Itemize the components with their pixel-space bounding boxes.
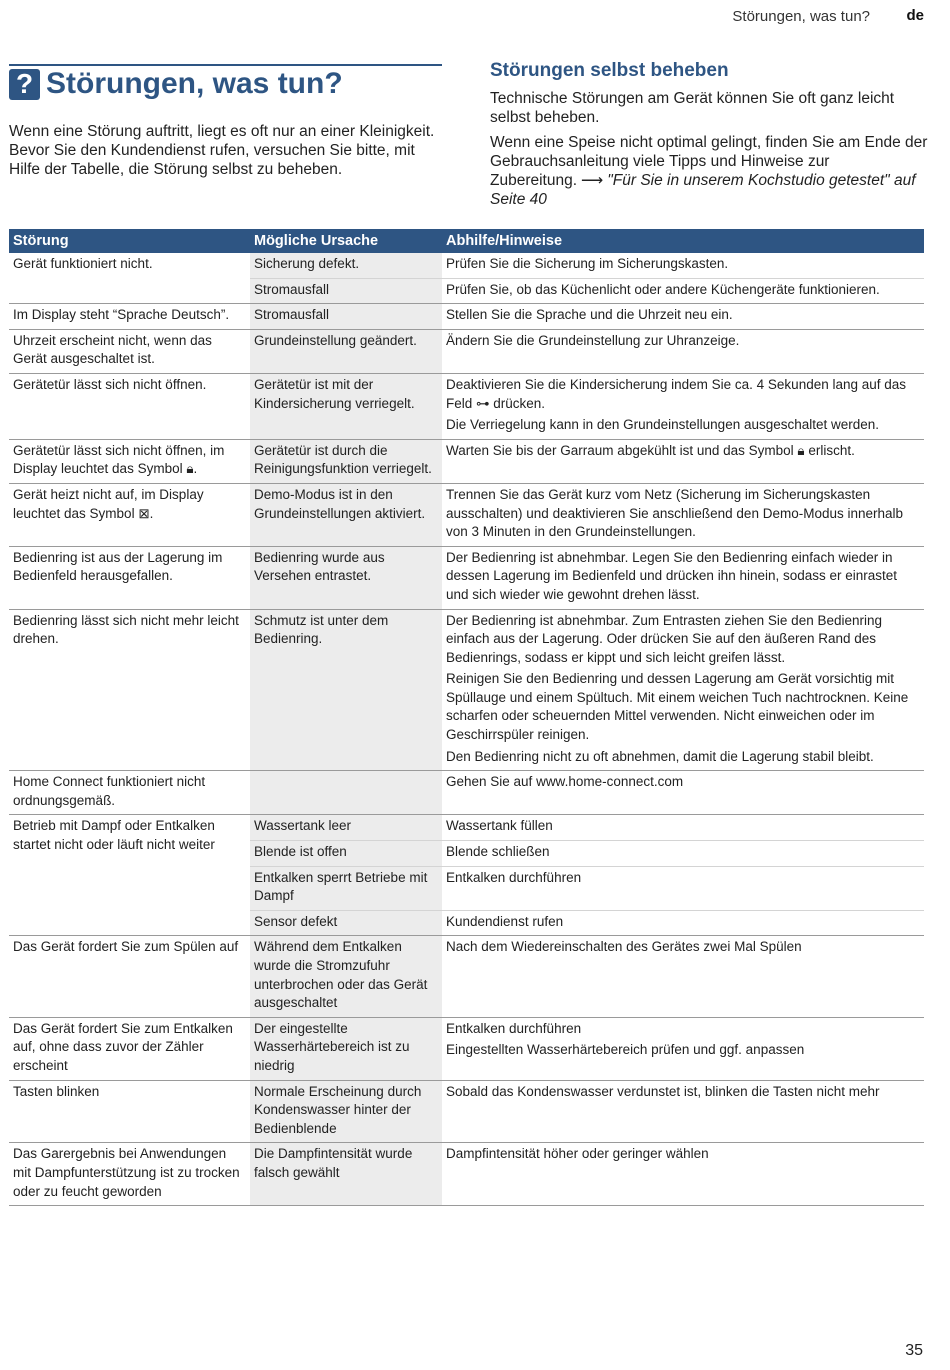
cause-cell: Wassertank leer bbox=[250, 815, 442, 841]
table-row bbox=[9, 1017, 924, 1080]
table-row bbox=[9, 304, 924, 330]
remedy-line: Prüfen Sie die Sicherung im Sicherungskasten. bbox=[446, 256, 729, 271]
fault-cell: Home Connect funktioniert nicht ordnungsgemäß. bbox=[9, 771, 250, 815]
table-row bbox=[9, 1080, 924, 1143]
fault-cell: Uhrzeit erscheint nicht, wenn das Gerät ausgeschaltet ist. bbox=[9, 329, 250, 373]
remedy-line: Reinigen Sie den Bedienring und dessen Lagerung am Gerät vorsichtig mit Spüllauge und einem Spültuch. Mit einem weichen Tuch nachtrocknen. Keine scharfen oder scheuernden Mittel verwenden. Nicht einweichen oder im Geschirrspüler reinigen. bbox=[446, 671, 909, 743]
remedy-line: Nach dem Wiedereinschalten des Gerätes zwei Mal Spülen bbox=[446, 939, 802, 955]
remedy-line: Deaktivieren Sie die Kindersicherung indem Sie ca. 4 Sekunden lang auf das Feld ⊶ drücken. bbox=[446, 376, 907, 411]
cause-cell: Der eingestellte Wasserhärtebereich ist zu niedrig bbox=[250, 1017, 442, 1080]
remedy-line: Entkalken durchführen bbox=[446, 869, 582, 885]
column-header-cause: Mögliche Ursache bbox=[250, 229, 442, 253]
remedy-line: Entkalken durchführen bbox=[446, 1020, 582, 1036]
remedy-line: Warten Sie bis der Garraum abgekühlt ist und das Symbol 🔒︎ erlischt. bbox=[446, 442, 855, 458]
remedy-line: Kundendienst rufen bbox=[446, 913, 564, 929]
cause-cell: Demo-Modus ist in den Grundeinstellungen aktiviert. bbox=[250, 483, 442, 546]
remedy-line: Der Bedienring ist abnehmbar. Legen Sie den Bedienring einfach wieder in dessen Lagerung im Bedienfeld und drücken ihn hinein, sodass er einrastet und sich wieder wie gewohnt drehen lässt. bbox=[446, 549, 898, 602]
remedy-line: Ändern Sie die Grundeinstellung zur Uhranzeige. bbox=[446, 332, 740, 348]
fault-cell: Bedienring lässt sich nicht mehr leicht drehen. bbox=[9, 609, 250, 771]
remedy-line: Eingestellten Wasserhärtebereich prüfen und ggf. anpassen bbox=[446, 1042, 805, 1058]
table-row bbox=[9, 815, 924, 841]
remedy-line: Die Verriegelung kann in den Grundeinstellungen ausgeschaltet werden. bbox=[446, 417, 880, 433]
fault-cell: Gerät heizt nicht auf, im Display leuchtet das Symbol ⊠. bbox=[9, 483, 250, 546]
fault-cell: Das Garergebnis bei Anwendungen mit Dampfunterstützung ist zu trocken oder zu feucht geworden bbox=[9, 1143, 250, 1206]
remedy-cell bbox=[442, 1143, 924, 1206]
fault-cell: Gerätetür lässt sich nicht öffnen. bbox=[9, 373, 250, 439]
intro-text: Wenn eine Störung auftritt, liegt es oft nur an einer Kleinigkeit. Bevor Sie den Kundendienst rufen, versuchen Sie bitte, mit Hilfe der Tabelle, die Störung selbst zu beheben. bbox=[9, 123, 435, 178]
language-code: de bbox=[906, 7, 924, 24]
table-row bbox=[9, 609, 924, 771]
table-row bbox=[9, 439, 924, 483]
fault-cell: Das Gerät fordert Sie zum Spülen auf bbox=[9, 936, 250, 1017]
selfhelp-paragraph-2 bbox=[490, 133, 930, 209]
remedy-cell bbox=[442, 771, 924, 815]
remedy-cell bbox=[442, 910, 924, 936]
remedy-line: Der Bedienring ist abnehmbar. Zum Entrasten ziehen Sie den Bedienring einfach aus der Lagerung. Oder drücken Sie auf den äußeren Rand des Bedienrings, sodass er kippt und sich leicht greifen lässt. bbox=[446, 612, 883, 665]
running-header-title: Störungen, was tun? bbox=[732, 8, 870, 25]
table-row bbox=[9, 253, 924, 278]
fault-cell: Im Display steht “Sprache Deutsch”. bbox=[9, 304, 250, 330]
remedy-line: Wassertank füllen bbox=[446, 818, 553, 834]
cause-cell: Normale Erscheinung durch Kondenswasser hinter der Bedienblende bbox=[250, 1080, 442, 1143]
remedy-cell bbox=[442, 253, 924, 278]
remedy-cell bbox=[442, 439, 924, 483]
remedy-line: Blende schließen bbox=[446, 844, 550, 860]
cross-reference-link[interactable]: "Für Sie in unserem Kochstudio getestet" auf Seite 40 bbox=[490, 172, 916, 208]
section-intro bbox=[9, 64, 442, 179]
selfhelp-paragraph-1: Technische Störungen am Gerät können Sie oft ganz leicht selbst beheben. bbox=[490, 90, 895, 126]
cause-cell: Bedienring wurde aus Versehen entrastet. bbox=[250, 546, 442, 609]
remedy-cell bbox=[442, 304, 924, 330]
fault-cell: Betrieb mit Dampf oder Entkalken startet nicht oder läuft nicht weiter bbox=[9, 815, 250, 936]
table-row bbox=[9, 546, 924, 609]
remedy-line: Trennen Sie das Gerät kurz vom Netz (Sicherung im Sicherungskasten ausschalten) und deaktivieren Sie anschließend den Demo-Modus innerhalb von 3 Minuten in den Grundeinstellungen. bbox=[446, 486, 904, 540]
remedy-cell bbox=[442, 609, 924, 771]
cause-cell: Stromausfall bbox=[250, 304, 442, 330]
table-row bbox=[9, 483, 924, 546]
table-row bbox=[9, 1143, 924, 1206]
page-title: Störungen, was tun? bbox=[46, 67, 343, 100]
remedy-cell bbox=[442, 483, 924, 546]
cause-cell: Sensor defekt bbox=[250, 910, 442, 936]
page-number: 35 bbox=[905, 1342, 923, 1359]
remedy-line: Stellen Sie die Sprache und die Uhrzeit neu ein. bbox=[446, 307, 733, 323]
cause-cell: Sicherung defekt. bbox=[250, 253, 442, 278]
cause-cell: Schmutz ist unter dem Bedienring. bbox=[250, 609, 442, 771]
remedy-cell bbox=[442, 329, 924, 373]
cause-cell: Entkalken sperrt Betriebe mit Dampf bbox=[250, 866, 442, 910]
selfhelp-section bbox=[490, 60, 930, 215]
remedy-line: Dampfintensität höher oder geringer wählen bbox=[446, 1146, 709, 1162]
fault-cell: Gerät funktioniert nicht. bbox=[9, 253, 250, 304]
remedy-line: Den Bedienring nicht zu oft abnehmen, damit die Lagerung stabil bleibt. bbox=[446, 748, 874, 764]
fault-cell: Bedienring ist aus der Lagerung im Bedienfeld herausgefallen. bbox=[9, 546, 250, 609]
fault-cell: Tasten blinken bbox=[9, 1080, 250, 1143]
table-body bbox=[9, 253, 924, 1206]
remedy-cell bbox=[442, 815, 924, 841]
remedy-line: Prüfen Sie, ob das Küchenlicht oder andere Küchengeräte funktionieren. bbox=[446, 281, 880, 297]
cause-cell bbox=[250, 771, 442, 815]
troubleshooting-table bbox=[9, 229, 924, 1206]
remedy-cell bbox=[442, 866, 924, 910]
title-rule bbox=[9, 64, 442, 66]
table-row bbox=[9, 373, 924, 439]
remedy-cell bbox=[442, 373, 924, 439]
fault-cell: Gerätetür lässt sich nicht öffnen, im Display leuchtet das Symbol 🔒︎. bbox=[9, 439, 250, 483]
selfhelp-paragraph-2-text: Wenn eine Speise nicht optimal gelingt, finden Sie am Ende der Gebrauchsanleitung viele Tipps und Hinweise zur Zubereitung. bbox=[490, 134, 928, 189]
table-header-row bbox=[9, 229, 924, 253]
selfhelp-title: Störungen selbst beheben bbox=[490, 60, 729, 81]
remedy-line: Gehen Sie auf www.home-connect.com bbox=[446, 774, 684, 790]
arrow-icon: ⟶ bbox=[581, 172, 604, 189]
remedy-line: Sobald das Kondenswasser verdunstet ist, blinken die Tasten nicht mehr bbox=[446, 1083, 880, 1099]
cause-cell: Grundeinstellung geändert. bbox=[250, 329, 442, 373]
column-header-remedy: Abhilfe/Hinweise bbox=[442, 229, 924, 253]
cause-cell: Blende ist offen bbox=[250, 841, 442, 867]
column-header-fault: Störung bbox=[9, 229, 250, 253]
question-mark-icon: ? bbox=[9, 69, 40, 100]
table-row bbox=[9, 329, 924, 373]
remedy-cell bbox=[442, 546, 924, 609]
fault-cell: Das Gerät fordert Sie zum Entkalken auf, ohne dass zuvor der Zähler erscheint bbox=[9, 1017, 250, 1080]
remedy-cell bbox=[442, 1080, 924, 1143]
cause-cell: Gerätetür ist durch die Reinigungsfunktion verriegelt. bbox=[250, 439, 442, 483]
cause-cell: Gerätetür ist mit der Kindersicherung verriegelt. bbox=[250, 373, 442, 439]
remedy-cell bbox=[442, 936, 924, 1017]
table-row bbox=[9, 771, 924, 815]
cause-cell: Die Dampfintensität wurde falsch gewählt bbox=[250, 1143, 442, 1206]
cause-cell: Stromausfall bbox=[250, 278, 442, 304]
remedy-cell bbox=[442, 1017, 924, 1080]
remedy-cell bbox=[442, 841, 924, 867]
remedy-cell bbox=[442, 278, 924, 304]
title-row bbox=[9, 68, 442, 100]
table-row bbox=[9, 936, 924, 1017]
cause-cell: Während dem Entkalken wurde die Stromzufuhr unterbrochen oder das Gerät ausgeschaltet bbox=[250, 936, 442, 1017]
